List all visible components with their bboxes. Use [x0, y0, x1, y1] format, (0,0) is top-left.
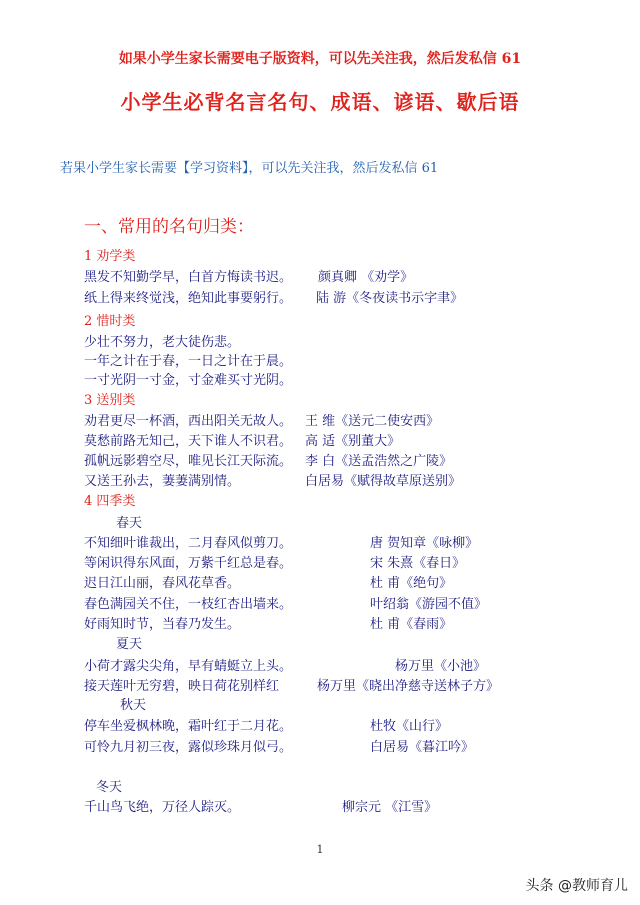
quote-author: 杜牧《山行》 [370, 719, 449, 734]
quote-author: 杨万里《小池》 [395, 659, 487, 674]
quote-line: 接天莲叶无穷碧，映日荷花别样红 [84, 679, 280, 694]
quote-line: 少壮不努力，老大徒伤悲。 [84, 335, 241, 350]
quote-line: 迟日江山丽，春风花草香。 [84, 576, 241, 591]
quote-line: 小荷才露尖尖角，早有蜻蜓立上头。 [84, 659, 293, 674]
quote-line: 纸上得来终觉浅，绝知此事要躬行。 [84, 291, 293, 306]
quote-line: 好雨知时节，当春乃发生。 [84, 617, 241, 632]
header-notice: 如果小学生家长需要电子版资料，可以先关注我，然后发私信 61 [118, 51, 522, 67]
season-winter: 冬天 [96, 780, 123, 795]
season-spring: 春天 [116, 516, 143, 531]
season-autumn: 秋天 [120, 698, 147, 713]
quote-line: 莫愁前路无知己，天下谁人不识君。 [84, 434, 293, 449]
quote-line: 孤帆远影碧空尽，唯见长江天际流。 [84, 454, 293, 469]
quote-author: 唐 贺知章《咏柳》 [370, 536, 479, 551]
quote-author: 杨万里《晓出净慈寺送林子方》 [317, 679, 500, 694]
quote-line: 一寸光阴一寸金，寸金难买寸光阴。 [84, 373, 293, 388]
quote-author: 柳宗元 《江雪》 [342, 800, 438, 815]
quote-author: 陆 游《冬夜读书示字聿》 [316, 291, 464, 306]
category-xishi: 2 惜时类 [84, 314, 136, 329]
sub-notice: 若果小学生家长需要【学习资料】，可以先关注我，然后发私信 61 [60, 161, 439, 176]
quote-line: 可怜九月初三夜，露似珍珠月似弓。 [84, 740, 293, 755]
quote-line: 等闲识得东风面，万紫千红总是春。 [84, 556, 293, 571]
quote-author: 宋 朱熹《春日》 [370, 556, 466, 571]
season-summer: 夏天 [116, 637, 143, 652]
category-quanxue: 1 劝学类 [84, 249, 136, 264]
quote-line: 劝君更尽一杯酒，西出阳关无故人。 [84, 414, 293, 429]
quote-line: 春色满园关不住，一枝红杏出墙来。 [84, 597, 293, 612]
watermark: 头条 @教师育儿 [525, 878, 628, 894]
quote-author: 颜真卿 《劝学》 [318, 270, 414, 285]
quote-author: 杜 甫《绝句》 [370, 576, 453, 591]
quote-line: 黑发不知勤学早，白首方悔读书迟。 [84, 270, 293, 285]
page-number: 1 [316, 843, 324, 856]
quote-line: 停车坐爱枫林晚，霜叶红于二月花。 [84, 719, 293, 734]
quote-author: 高 适《别董大》 [305, 434, 401, 449]
quote-author: 李 白《送孟浩然之广陵》 [305, 454, 453, 469]
quote-author: 白居易《赋得故草原送别》 [305, 474, 462, 489]
quote-author: 王 维《送元二使安西》 [305, 414, 440, 429]
quote-line: 一年之计在于春，一日之计在于晨。 [84, 354, 293, 369]
quote-author: 叶绍翁《游园不值》 [370, 597, 488, 612]
quote-line: 不知细叶谁裁出，二月春风似剪刀。 [84, 536, 293, 551]
quote-author: 杜 甫《春雨》 [370, 617, 453, 632]
quote-line: 又送王孙去，萋萋满别情。 [84, 474, 241, 489]
quote-line: 千山鸟飞绝，万径人踪灭。 [84, 800, 241, 815]
category-songbie: 3 送别类 [84, 393, 136, 408]
quote-author: 白居易《暮江吟》 [370, 740, 475, 755]
category-siji: 4 四季类 [84, 494, 136, 509]
section-heading: 一、常用的名句归类： [84, 217, 254, 237]
document-title: 小学生必背名言名句、成语、谚语、歇后语 [120, 90, 520, 114]
